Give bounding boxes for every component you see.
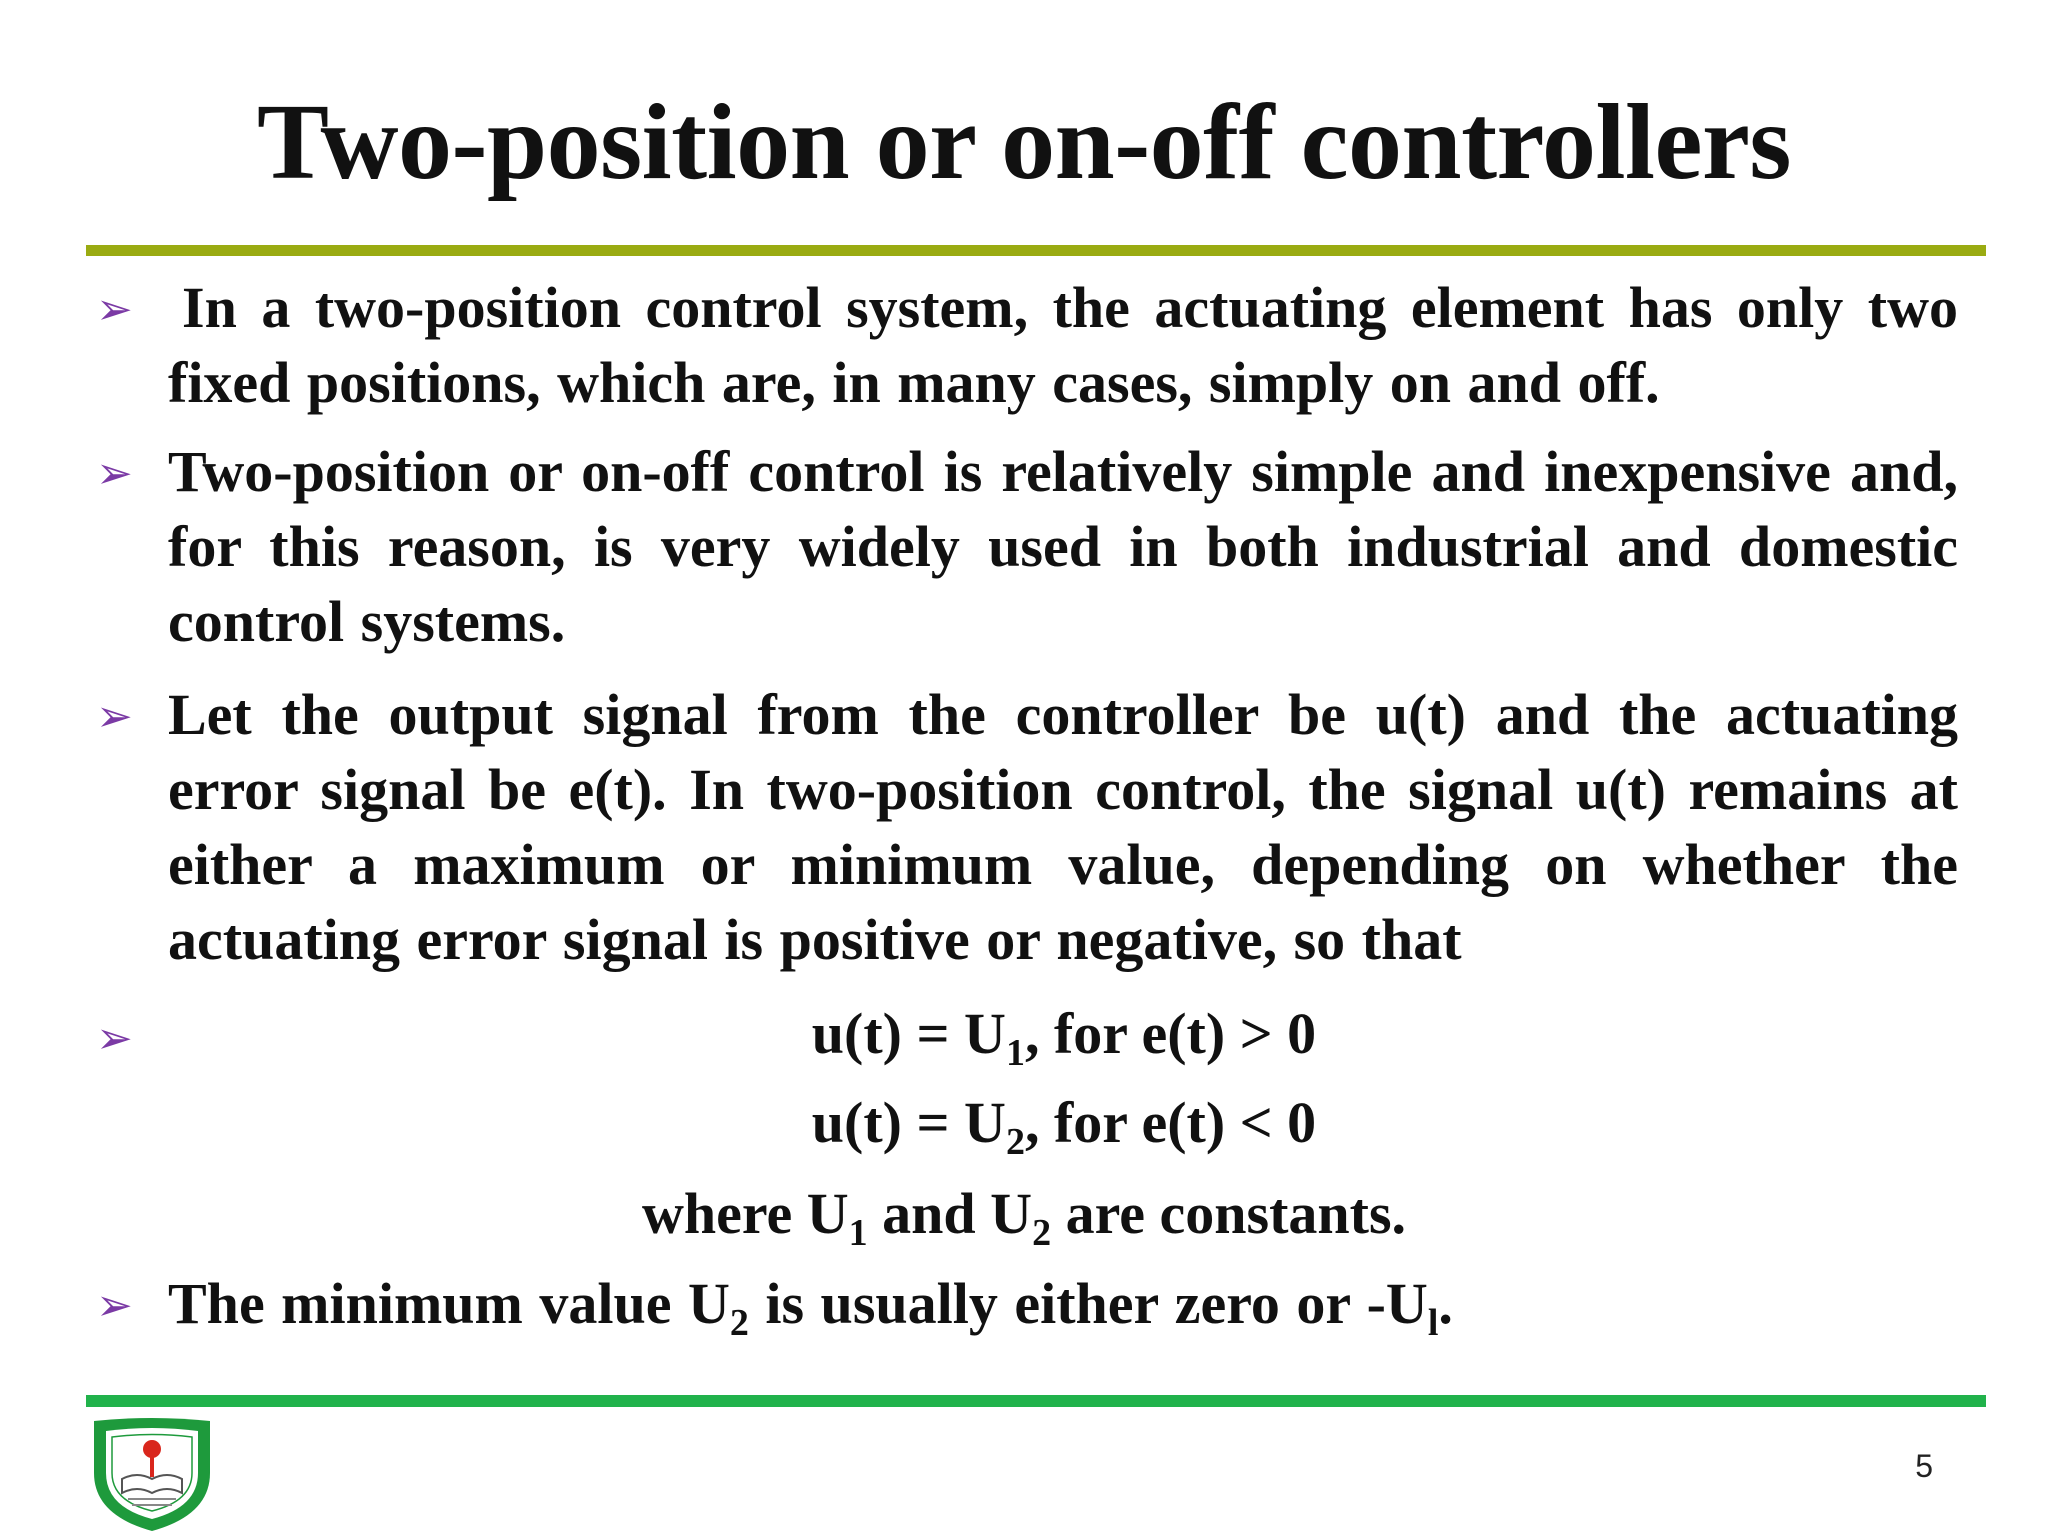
bullet-text-5: The minimum value $U_2$ is usually either zero or $-U_l$. <box>168 1271 1453 1344</box>
university-crest-icon <box>88 1415 216 1533</box>
bullet-arrow-icon: ➢ <box>96 1280 133 1331</box>
equation-where: where $U_1$ and $U_2$ are constants. <box>641 1181 1407 1254</box>
title-divider <box>86 245 1986 256</box>
equation-u1: $u(t) = U_1$, for e(t) > 0 <box>811 1001 1317 1074</box>
page-number: 5 <box>1915 1448 1933 1484</box>
equation-u2: $u(t) = U_2$, for e(t) < 0 <box>811 1090 1317 1163</box>
bullet-text-1: In a two-position control system, the actuating element has only two fixed positions, which are, in many cases, simply on and off. <box>168 275 1958 415</box>
bullet-text-2: Two-position or on-off control is relatively simple and inexpensive and, for this reason, is very widely used in both industrial and domestic control systems. <box>168 439 1958 654</box>
bullet-arrow-icon: ➢ <box>96 448 133 499</box>
bullet-text-3: Let the output signal from the controller be u(t) and the actuating error signal be e(t). In two-position control, the signal u(t) remains at either a maximum or minimum value, depending on whether the actuating error signal is positive or negative, so that <box>168 682 1958 972</box>
bullet-arrow-icon: ➢ <box>96 1013 133 1064</box>
slide-title: Two-position or on-off controllers <box>257 83 1791 202</box>
bullet-arrow-icon: ➢ <box>96 284 133 335</box>
footer-divider <box>86 1395 1986 1407</box>
bullet-arrow-icon: ➢ <box>96 691 133 742</box>
